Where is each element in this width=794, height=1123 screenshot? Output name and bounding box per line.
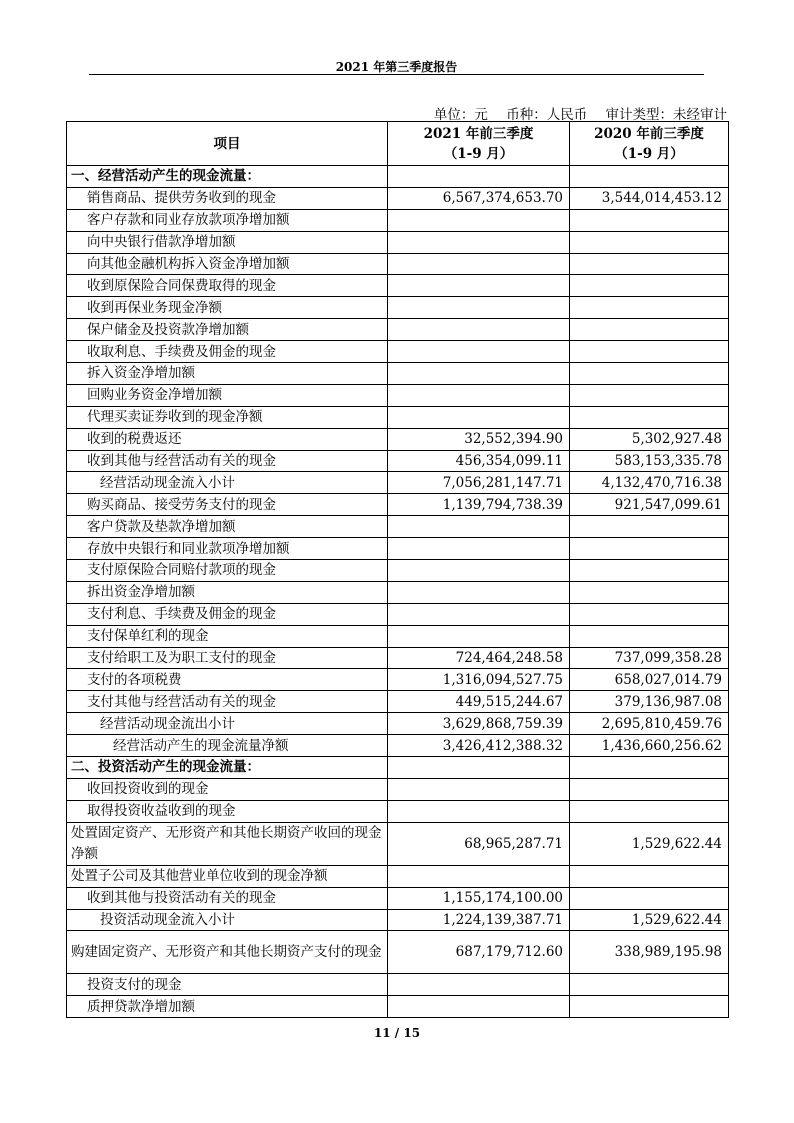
row-value-2021 xyxy=(388,384,570,406)
row-value-2020: 583,153,335.78 xyxy=(570,450,729,472)
row-value-2020 xyxy=(570,757,729,779)
table-row xyxy=(67,822,729,865)
row-label: 取得投资收益收到的现金 xyxy=(67,800,388,822)
row-value-2020 xyxy=(570,406,729,428)
table-row xyxy=(67,450,729,472)
table-row xyxy=(67,931,729,974)
row-value-2021 xyxy=(388,275,570,297)
row-label: 客户贷款及垫款净增加额 xyxy=(67,516,388,538)
row-label: 购建固定资产、无形资产和其他长期资产支付的现金 xyxy=(67,931,388,974)
row-value-2020 xyxy=(570,363,729,385)
row-value-2021 xyxy=(388,341,570,363)
row-value-2021 xyxy=(388,778,570,800)
row-label: 代理买卖证券收到的现金净额 xyxy=(67,406,388,428)
row-label: 收回投资收到的现金 xyxy=(67,778,388,800)
row-value-2020: 1,436,660,256.62 xyxy=(570,735,729,757)
row-value-2020 xyxy=(570,625,729,647)
row-value-2021: 449,515,244.67 xyxy=(388,691,570,713)
table-row xyxy=(67,909,729,931)
row-value-2020 xyxy=(570,778,729,800)
row-value-2021 xyxy=(388,166,570,188)
row-value-2020 xyxy=(570,231,729,253)
row-value-2020 xyxy=(570,581,729,603)
row-label: 收到其他与投资活动有关的现金 xyxy=(67,887,388,909)
row-label: 支付原保险合同赔付款项的现金 xyxy=(67,560,388,582)
row-label: 投资活动现金流入小计 xyxy=(67,909,388,931)
page-header: 2021 年第三季度报告 xyxy=(335,60,458,74)
row-value-2021 xyxy=(388,297,570,319)
row-label: 二、投资活动产生的现金流量： xyxy=(67,757,388,779)
row-value-2020: 2,695,810,459.76 xyxy=(570,713,729,735)
table-row xyxy=(67,713,729,735)
row-value-2021: 1,155,174,100.00 xyxy=(388,887,570,909)
row-value-2020: 1,529,622.44 xyxy=(570,909,729,931)
row-value-2021: 6,567,374,653.70 xyxy=(388,187,570,209)
table-row xyxy=(67,472,729,494)
row-label: 存放中央银行和同业款项净增加额 xyxy=(67,538,388,560)
row-label: 投资支付的现金 xyxy=(67,974,388,996)
row-value-2021: 724,464,248.58 xyxy=(388,647,570,669)
table-row xyxy=(67,538,729,560)
table-row xyxy=(67,275,729,297)
row-value-2021: 3,629,868,759.39 xyxy=(388,713,570,735)
row-value-2021 xyxy=(388,974,570,996)
header-item: 项目 xyxy=(67,122,388,166)
row-value-2021 xyxy=(388,209,570,231)
table-row xyxy=(67,560,729,582)
row-value-2020: 338,989,195.98 xyxy=(570,931,729,974)
table-row xyxy=(67,406,729,428)
row-value-2021 xyxy=(388,319,570,341)
table-row xyxy=(67,691,729,713)
table-row xyxy=(67,209,729,231)
row-value-2020 xyxy=(570,253,729,275)
row-value-2020: 737,099,358.28 xyxy=(570,647,729,669)
table-row xyxy=(67,231,729,253)
row-label: 拆出资金净增加额 xyxy=(67,581,388,603)
unit-label: 单位：元 xyxy=(433,107,488,123)
table-row xyxy=(67,625,729,647)
row-value-2021: 68,965,287.71 xyxy=(388,822,570,865)
table-row xyxy=(67,887,729,909)
table-row xyxy=(67,494,729,516)
header-2020 xyxy=(570,122,729,166)
row-value-2021: 1,224,139,387.71 xyxy=(388,909,570,931)
row-value-2021: 687,179,712.60 xyxy=(388,931,570,974)
row-value-2021 xyxy=(388,253,570,275)
row-value-2020: 921,547,099.61 xyxy=(570,494,729,516)
currency-label: 币种：人民币 xyxy=(506,107,588,123)
row-value-2020 xyxy=(570,384,729,406)
row-value-2021 xyxy=(388,581,570,603)
row-value-2020 xyxy=(570,887,729,909)
row-value-2020: 379,136,987.08 xyxy=(570,691,729,713)
row-value-2020 xyxy=(570,166,729,188)
row-label: 拆入资金净增加额 xyxy=(67,363,388,385)
row-value-2021: 456,354,099.11 xyxy=(388,450,570,472)
table-row xyxy=(67,996,729,1018)
table-row xyxy=(67,428,729,450)
row-label: 回购业务资金净增加额 xyxy=(67,384,388,406)
row-value-2020 xyxy=(570,538,729,560)
row-value-2020 xyxy=(570,800,729,822)
header-divider xyxy=(89,74,704,75)
row-value-2021 xyxy=(388,603,570,625)
row-value-2021: 7,056,281,147.71 xyxy=(388,472,570,494)
table-row xyxy=(67,800,729,822)
row-value-2021 xyxy=(388,757,570,779)
row-value-2020 xyxy=(570,275,729,297)
row-label: 质押贷款净增加额 xyxy=(67,996,388,1018)
row-value-2020 xyxy=(570,516,729,538)
row-value-2020: 5,302,927.48 xyxy=(570,428,729,450)
row-value-2020: 658,027,014.79 xyxy=(570,669,729,691)
row-value-2020 xyxy=(570,865,729,887)
table-row xyxy=(67,363,729,385)
row-label: 收到其他与经营活动有关的现金 xyxy=(67,450,388,472)
table-row xyxy=(67,341,729,363)
row-label: 支付利息、手续费及佣金的现金 xyxy=(67,603,388,625)
row-label: 向其他金融机构拆入资金净增加额 xyxy=(67,253,388,275)
row-label: 经营活动现金流入小计 xyxy=(67,472,388,494)
table-row xyxy=(67,735,729,757)
row-value-2020 xyxy=(570,560,729,582)
row-label: 购买商品、接受劳务支付的现金 xyxy=(67,494,388,516)
row-value-2021 xyxy=(388,865,570,887)
row-value-2020 xyxy=(570,297,729,319)
row-value-2021 xyxy=(388,406,570,428)
table-row xyxy=(67,778,729,800)
row-value-2020: 1,529,622.44 xyxy=(570,822,729,865)
row-label: 销售商品、提供劳务收到的现金 xyxy=(67,187,388,209)
row-value-2021 xyxy=(388,231,570,253)
row-label: 向中央银行借款净增加额 xyxy=(67,231,388,253)
row-label: 收到原保险合同保费取得的现金 xyxy=(67,275,388,297)
row-label: 一、经营活动产生的现金流量： xyxy=(67,166,388,188)
table-row xyxy=(67,974,729,996)
table-row xyxy=(67,581,729,603)
row-value-2021 xyxy=(388,516,570,538)
row-label: 保户储金及投资款净增加额 xyxy=(67,319,388,341)
row-value-2021 xyxy=(388,625,570,647)
table-row xyxy=(67,603,729,625)
row-value-2020 xyxy=(570,974,729,996)
row-value-2020 xyxy=(570,319,729,341)
header-2021-period: （1-9 月） xyxy=(443,145,514,162)
header-2021 xyxy=(388,122,570,166)
table-row xyxy=(67,384,729,406)
audit-type-label: 审计类型：未经审计 xyxy=(605,107,727,123)
row-value-2021 xyxy=(388,800,570,822)
row-value-2020: 3,544,014,453.12 xyxy=(570,187,729,209)
row-value-2020 xyxy=(570,603,729,625)
row-value-2021: 1,139,794,738.39 xyxy=(388,494,570,516)
row-label: 支付的各项税费 xyxy=(67,669,388,691)
table-header-row xyxy=(67,122,729,166)
row-label: 经营活动现金流出小计 xyxy=(67,713,388,735)
header-2020-period: （1-9 月） xyxy=(614,145,684,162)
header-2021-title: 2021 年前三季度 xyxy=(423,125,534,142)
row-label: 支付保单红利的现金 xyxy=(67,625,388,647)
row-value-2021: 32,552,394.90 xyxy=(388,428,570,450)
table-row xyxy=(67,757,729,779)
table-row xyxy=(67,297,729,319)
row-value-2021: 3,426,412,388.32 xyxy=(388,735,570,757)
table-row xyxy=(67,516,729,538)
row-label: 处置固定资产、无形资产和其他长期资产收回的现金净额 xyxy=(67,822,388,865)
unit-line xyxy=(66,103,727,123)
table-row xyxy=(67,647,729,669)
table-row xyxy=(67,187,729,209)
table-row xyxy=(67,166,729,188)
page-number: 11 / 15 xyxy=(373,1026,421,1040)
cash-flow-table xyxy=(66,121,729,1018)
row-value-2021 xyxy=(388,363,570,385)
row-label: 处置子公司及其他营业单位收到的现金净额 xyxy=(67,865,388,887)
header-2020-title: 2020 年前三季度 xyxy=(594,125,704,142)
row-value-2021 xyxy=(388,996,570,1018)
row-value-2020 xyxy=(570,996,729,1018)
row-label: 客户存款和同业存放款项净增加额 xyxy=(67,209,388,231)
row-label: 收取利息、手续费及佣金的现金 xyxy=(67,341,388,363)
row-value-2020 xyxy=(570,209,729,231)
table-row xyxy=(67,253,729,275)
row-label: 支付其他与经营活动有关的现金 xyxy=(67,691,388,713)
row-label: 收到再保业务现金净额 xyxy=(67,297,388,319)
row-label: 收到的税费返还 xyxy=(67,428,388,450)
row-label: 支付给职工及为职工支付的现金 xyxy=(67,647,388,669)
row-value-2020: 4,132,470,716.38 xyxy=(570,472,729,494)
table-row xyxy=(67,865,729,887)
row-value-2020 xyxy=(570,341,729,363)
table-row xyxy=(67,319,729,341)
row-label: 经营活动产生的现金流量净额 xyxy=(67,735,388,757)
row-value-2021: 1,316,094,527.75 xyxy=(388,669,570,691)
row-value-2021 xyxy=(388,538,570,560)
row-value-2021 xyxy=(388,560,570,582)
table-row xyxy=(67,669,729,691)
